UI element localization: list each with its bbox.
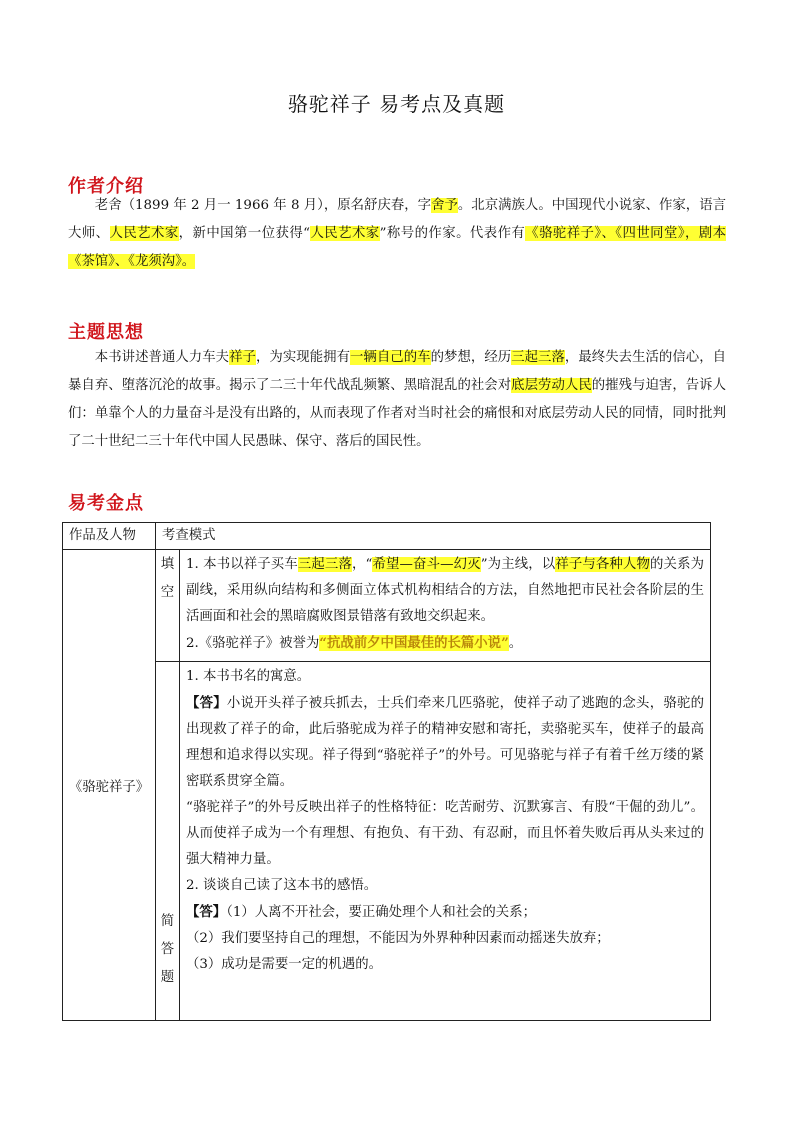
fill-content-cell (180, 550, 711, 662)
short-question-1: 1. 本书书名的寓意。 (186, 669, 311, 684)
type-fill-cell: 填 空 (156, 550, 180, 662)
work-title-cell: 《骆驼祥子》 (63, 550, 156, 1021)
theme-heading: 主题思想 (68, 322, 144, 343)
short-answer-1-cont: “骆驼祥子”的外号反映出祥子的性格特征：吃苦耐劳、沉默寡言、有股“干倔的劲儿”。从而使祥子成为一个有理想、有抱负、有干劲、有忍耐，而且怀着失败后再从头来过的强大精神力量。 (186, 800, 704, 867)
key-points-heading: 易考金点 (68, 493, 144, 514)
fill-question-1: 1. 本书以祥子买车三起三落，“希望—奋斗—幻灭”为主线，以祥子与各种人物的关系为副线，采用纵向结构和多侧面立体式机构相结合的方法，自然地把市民社会各阶层的生活画面和社会的黑暗腐败图景错落有致地交织起来。 (186, 557, 704, 624)
short-answer-2-line-1: 【答】（1）人离不开社会，要正确处理个人和社会的关系； (186, 904, 536, 920)
author-heading: 作者介绍 (68, 176, 144, 197)
short-answer-2-line-2: （2）我们要坚持自己的理想，不能因为外界种种因素而动摇迷失放弃； (186, 931, 610, 946)
short-answer-content-cell (180, 662, 711, 1021)
table-row-fill (63, 550, 711, 662)
theme-paragraph: 本书讲述普通人力车夫祥子，为实现能拥有一辆自己的车的梦想，经历三起三落，最终失去生活的信心，自暴自弃、堕落沉沦的故事。揭示了二三十年代战乱频繁、黑暗混乱的社会对底层劳动人民的摧残与迫害，告诉人们：单靠个人的力量奋斗是没有出路的，从而表现了作者对当时社会的痛恨和对底层劳动人民的同情，同时批判了二十世纪二三十年代中国人民愚昧、保守、落后的国民性。 (68, 350, 727, 449)
col-header-mode: 考查模式 (156, 523, 711, 550)
short-answer-1: 【答】小说开头祥子被兵抓去，士兵们牵来几匹骆驼，使祥子动了逃跑的念头，骆驼的出现救了祥子的命，此后骆驼成为祥子的精神安慰和寄托，卖骆驼买车，使祥子的最高理想和追求得以实现。祥子得到“骆驼祥子”的外号。可见骆驼与祥子有着千丝万缕的紧密联系贯穿全篇。 (186, 695, 705, 789)
table-header-row (63, 523, 711, 550)
col-header-work: 作品及人物 (63, 523, 156, 550)
key-points-table (62, 522, 711, 1021)
short-question-2: 2. 谈谈自己读了这本书的感悟。 (186, 878, 378, 893)
author-paragraph: 老舍（1899 年 2 月一 1966 年 8 月），原名舒庆春，字舍予。北京满族人。中国现代小说家、作家，语言大师、人民艺术家，新中国第一位获得“人民艺术家”称号的作家。代表作有《骆驼祥子》、《四世同堂》，剧本《茶馆》、《龙须沟》。 (68, 198, 727, 269)
fill-question-2: 2.《骆驼祥子》被誉为“抗战前夕中国最佳的长篇小说”。 (186, 635, 523, 651)
short-answer-2-line-3: （3）成功是需要一定的机遇的。 (186, 957, 382, 972)
table-row-short-answer (63, 662, 711, 1021)
type-short-answer-cell: 简 答 题 (156, 662, 180, 1021)
page-title: 骆驼祥子 易考点及真题 (287, 92, 506, 116)
